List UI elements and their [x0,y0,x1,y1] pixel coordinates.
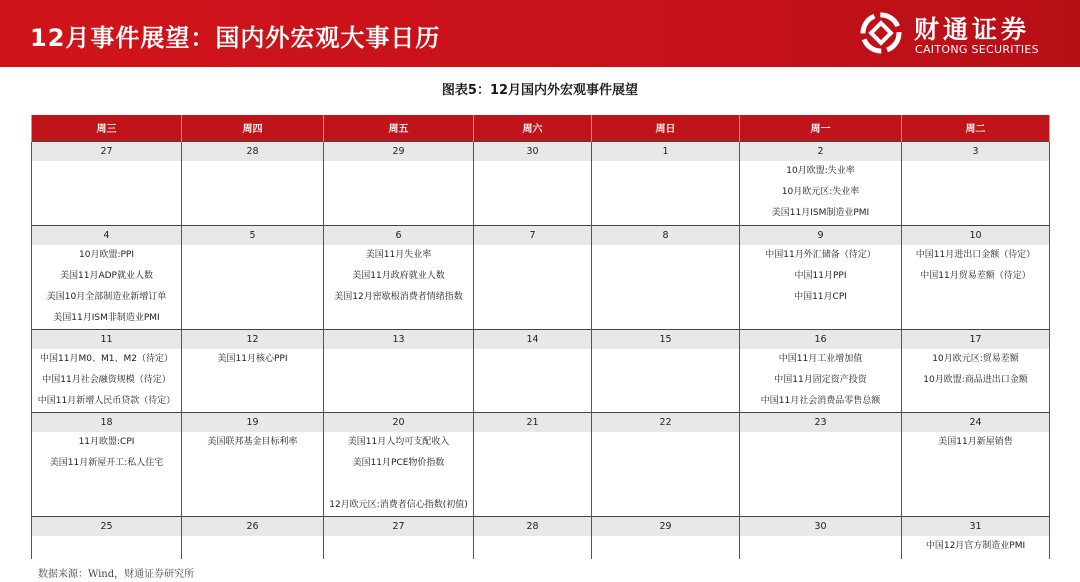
logo-text-en: CAITONG SECURITIES [915,43,1039,56]
day-events-cell [474,536,592,559]
day-number: 13 [324,330,474,350]
calendar-event: 美国11月ADP就业人数 [60,271,153,281]
day-number: 28 [474,517,592,537]
day-number: 15 [592,330,740,350]
day-number: 7 [474,226,592,246]
day-number: 18 [32,413,182,433]
calendar-event [324,474,473,495]
day-events-cell [592,536,740,559]
calendar-event: 中国12月官方制造业PMI [925,541,1026,551]
calendar-event: 中国11月新增人民币贷款（待定） [37,396,176,406]
day-number: 11 [32,330,182,350]
calendar-event: 美国11月新屋开工:私人住宅 [49,458,164,468]
calendar-event: 11月欧盟:CPI [78,437,135,447]
day-events-cell [902,432,1050,517]
day-number: 26 [182,517,324,537]
day-events-cell [592,432,740,517]
day-events-cell [182,161,324,226]
calendar-event: 中国11月PPI [794,271,847,281]
day-events-cell [32,432,182,517]
calendar-event: 中国11月进出口金额（待定） [915,250,1036,260]
day-events-cell [592,245,740,330]
week-date-row [32,226,1050,246]
day-events-cell [902,349,1050,413]
calendar-event: 12月欧元区:消费者信心指数(初值) [329,500,468,510]
calendar-event: 10月欧盟:失业率 [786,165,855,176]
calendar-event: 美国11月核心PPI [217,354,288,364]
day-number: 19 [182,413,324,433]
calendar-event: 中国11月M0、M1、M2（待定） [40,354,173,364]
calendar-event: 10月欧盟:商品进出口金额 [923,375,1028,385]
caitong-logo [858,10,1058,58]
week-events-row [32,161,1050,226]
day-events-cell [182,536,324,559]
calendar-event: 中国11月社会消费品零售总额 [760,396,881,406]
day-events-cell [182,432,324,517]
day-number: 17 [902,330,1050,350]
calendar-event: 美国联邦基金目标利率 [207,437,298,447]
day-events-cell [32,245,182,330]
day-events-cell [474,245,592,330]
day-events-cell [740,536,902,559]
day-events-cell [902,536,1050,559]
week-events-row [32,432,1050,517]
calendar-event: 10月欧盟:PPI [79,250,134,260]
day-number: 28 [182,141,324,161]
data-source-note: 数据来源：Wind，财通证券研究所 [38,569,195,580]
page-title: 12月事件展望：国内外宏观大事日历 [30,24,441,52]
day-number: 29 [324,141,474,161]
weekday-header: 周三 [32,115,182,141]
calendar-event: 美国10月全部制造业新增订单 [46,292,167,302]
day-events-cell [740,432,902,517]
day-events-cell [902,245,1050,330]
day-events-cell [592,349,740,413]
day-number: 30 [740,517,902,537]
day-events-cell [474,349,592,413]
day-number: 10 [902,226,1050,246]
logo-text-cn: 财通证券 [914,15,1031,44]
day-number: 27 [324,517,474,537]
day-events-cell [474,432,592,517]
day-events-cell [740,349,902,413]
logo-mark-icon [860,12,902,54]
weekday-header: 周五 [324,115,474,141]
calendar-event: 中国11月固定资产投资 [774,375,867,385]
week-date-row [32,413,1050,433]
header-banner [0,0,1080,67]
weekday-header: 周四 [182,115,324,141]
day-events-cell [32,536,182,559]
day-events-cell [902,161,1050,226]
day-number: 6 [324,226,474,246]
calendar-table [31,115,1050,559]
calendar-event: 中国11月工业增加值 [778,354,863,364]
calendar-event: 中国11月贸易差额（待定） [920,271,1031,281]
calendar-event: 美国11月政府就业人数 [352,271,445,281]
day-number: 23 [740,413,902,433]
calendar-event: 美国11月人均可支配收入 [347,437,450,447]
day-number: 21 [474,413,592,433]
day-events-cell [324,536,474,559]
calendar-event: 中国11月外汇储备（待定） [765,250,876,260]
week-events-row [32,349,1050,413]
day-number: 5 [182,226,324,246]
calendar-event: 美国11月失业率 [365,250,432,260]
day-number: 24 [902,413,1050,433]
weekday-header: 周一 [740,115,902,141]
week-date-row [32,141,1050,161]
day-number: 2 [740,141,902,161]
weekday-header: 周六 [474,115,592,141]
day-number: 25 [32,517,182,537]
day-events-cell [182,245,324,330]
day-number: 9 [740,226,902,246]
calendar-event: 美国12月密歇根消费者情绪指数 [334,292,463,302]
figure-title: 图表5：12月国内外宏观事件展望 [441,83,639,98]
day-number: 22 [592,413,740,433]
day-events-cell [324,245,474,330]
calendar-event: 美国11月ISM制造业PMI [771,207,870,218]
day-number: 8 [592,226,740,246]
calendar-event: 美国11月新屋销售 [938,437,1013,447]
day-number: 30 [474,141,592,161]
day-events-cell [474,161,592,226]
calendar-event: 中国11月社会融资规模（待定） [42,375,171,385]
weekday-header: 周二 [902,115,1050,141]
weekday-header-row [32,115,1050,141]
day-events-cell [592,161,740,226]
day-number: 14 [474,330,592,350]
day-number: 29 [592,517,740,537]
day-events-cell [32,349,182,413]
calendar-event: 10月欧元区:失业率 [781,186,860,197]
day-events-cell [324,349,474,413]
day-events-cell [740,245,902,330]
day-number: 1 [592,141,740,161]
week-date-row [32,517,1050,537]
calendar-event: 美国11月PCE物价指数 [352,458,445,468]
day-events-cell [740,161,902,226]
day-events-cell [324,161,474,226]
weekday-header: 周日 [592,115,740,141]
day-events-cell [32,161,182,226]
day-number: 31 [902,517,1050,537]
calendar-event: 美国11月ISM非制造业PMI [53,313,160,323]
day-number: 3 [902,141,1050,161]
calendar-event: 10月欧元区:贸易差额 [932,354,1019,364]
calendar-event: 中国11月CPI [794,292,847,302]
day-events-cell [324,432,474,517]
day-events-cell [182,349,324,413]
day-number: 16 [740,330,902,350]
day-number: 20 [324,413,474,433]
day-number: 12 [182,330,324,350]
week-date-row [32,330,1050,350]
week-events-row [32,536,1050,559]
day-number: 27 [32,141,182,161]
week-events-row [32,245,1050,330]
day-number: 4 [32,226,182,246]
